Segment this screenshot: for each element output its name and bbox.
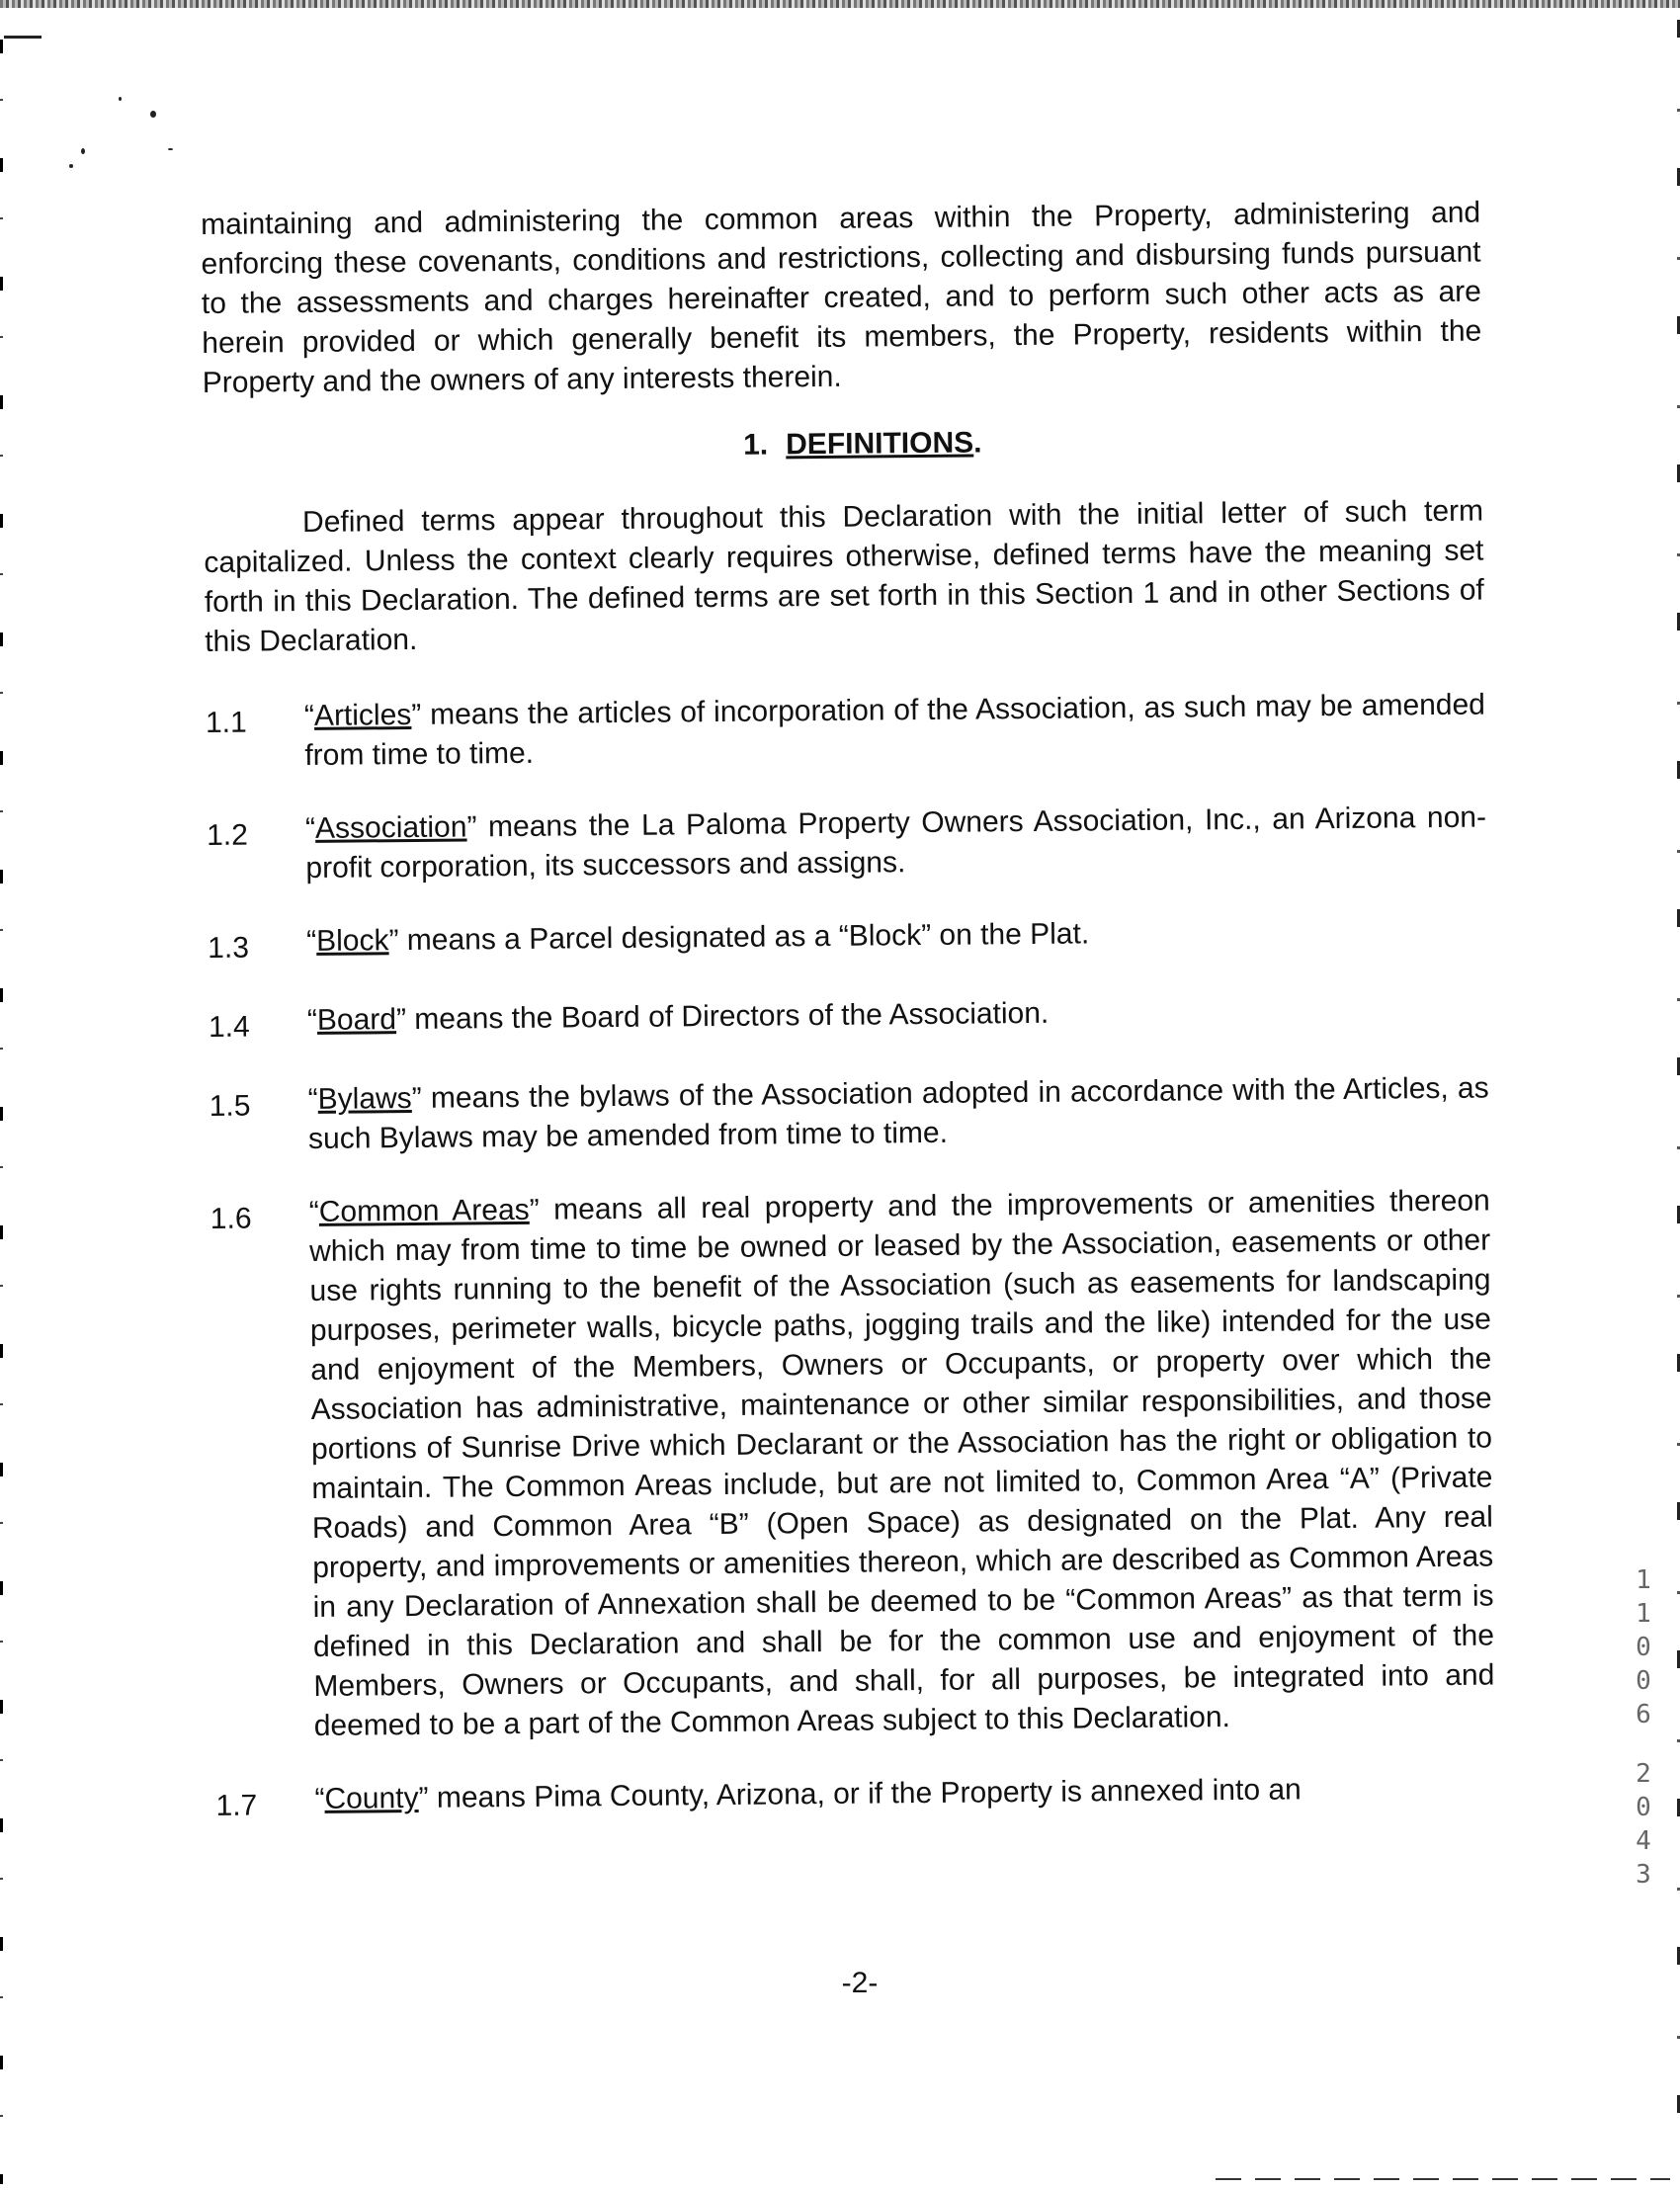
quote-close: ” bbox=[529, 1193, 540, 1226]
definition-item bbox=[215, 1768, 1495, 1825]
scan-speck bbox=[168, 148, 173, 150]
stamp-gap bbox=[1629, 1731, 1658, 1757]
definition-body: means the articles of incorporation of the Association, as such may be amended from time to time. bbox=[304, 688, 1486, 773]
quote-open: “ bbox=[314, 1782, 325, 1815]
definition-term: Block bbox=[315, 924, 389, 958]
quote-open: “ bbox=[306, 1003, 318, 1038]
quote-open: “ bbox=[304, 811, 316, 846]
stamp-digit: 0 bbox=[1636, 1633, 1651, 1662]
quote-close: ” bbox=[388, 924, 399, 958]
definition-body: means Pima County, Arizona, or if the Property is annexed into an bbox=[428, 1773, 1302, 1814]
quote-open: “ bbox=[307, 1082, 318, 1116]
definition-term: Common Areas bbox=[318, 1193, 530, 1228]
definition-item bbox=[210, 1069, 1490, 1160]
definition-number: 1.3 bbox=[208, 931, 250, 965]
definition-item bbox=[208, 911, 1487, 969]
definition-body: means the Board of Directors of the Association. bbox=[405, 996, 1050, 1037]
stamp-digit: 4 bbox=[1636, 1826, 1651, 1856]
quote-close: ” bbox=[418, 1781, 429, 1814]
quote-open: “ bbox=[305, 924, 317, 959]
document-body bbox=[201, 194, 1496, 1860]
definition-text bbox=[305, 799, 1487, 888]
scan-speck bbox=[119, 97, 122, 101]
section-heading bbox=[203, 419, 1482, 470]
definition-body: means the bylaws of the Association adopted in accordance with the Articles, as such Bylaws may be amended from time to time. bbox=[307, 1071, 1489, 1155]
stamp-digit: 3 bbox=[1636, 1860, 1651, 1890]
definition-number: 1.1 bbox=[205, 706, 247, 739]
definition-text bbox=[309, 1182, 1495, 1746]
definition-term: Bylaws bbox=[317, 1081, 412, 1116]
quote-open: “ bbox=[308, 1195, 319, 1228]
definition-text bbox=[304, 686, 1486, 776]
scan-edge-bottom bbox=[1216, 2178, 1670, 2180]
definition-number: 1.4 bbox=[208, 1010, 250, 1044]
section-title-period: . bbox=[973, 426, 982, 460]
definition-number: 1.2 bbox=[206, 818, 248, 852]
definition-term: Board bbox=[316, 1003, 397, 1037]
definition-body: means the La Paloma Property Owners Association, Inc., an Arizona non-profit corporation, its successors and assigns. bbox=[305, 801, 1487, 885]
definition-item bbox=[210, 1182, 1495, 1747]
quote-close: ” bbox=[395, 1003, 407, 1037]
quote-open: “ bbox=[303, 699, 315, 733]
quote-close: ” bbox=[411, 698, 422, 731]
definition-number: 1.5 bbox=[209, 1089, 251, 1123]
scan-speck bbox=[69, 164, 73, 168]
definition-term: County bbox=[324, 1781, 419, 1815]
definition-term: Association bbox=[314, 810, 467, 845]
scan-edge-left bbox=[0, 40, 3, 2184]
stamp-digit: 1 bbox=[1636, 1565, 1651, 1595]
definition-term: Articles bbox=[313, 698, 412, 732]
intro-paragraph: maintaining and administering the common areas within the Property, administering and enforcing these covenants, conditions and restrictions, collecting and disbursing funds pursuant to the assessments and charges hereinafter created, and to perform such other acts as are herein provided or which generally benefit its members, the Property, residents within the Property and the owners of any interests therein. bbox=[201, 196, 1482, 399]
definition-body: means all real property and the improvements or amenities thereon which may from time to time be owned or leased by the Association, easements or other use rights running to the benefit of the Association (such as easements for landscaping purposes, perimeter walls, bicycle paths, jogging trails and the like) intended for the use and enjoyment of the Members, Owners or Occupants, or property over which the Association has administrative, maintenance or other similar responsibilities, and those portions of Sunrise Drive which Declarant or the Association has the right or obligation to maintain. The Common Areas include, but are not limited to, Common Area “A” (Private Roads) and Common Area “B” (Open Space) as designated on the Plat. Any real property, and improvements or amenities thereon, which are described as Common Areas in any Declaration of Annexation shall be deemed to be “Common Areas” as that term is defined in this Declaration and shall be for the common use and enjoyment of the Members, Owners or Occupants, and shall, for all purposes, be integrated into and deemed to be a part of the Common Areas subject to this Declaration. bbox=[309, 1184, 1495, 1742]
definition-number: 1.7 bbox=[215, 1789, 258, 1822]
definition-text bbox=[307, 990, 1488, 1047]
stamp-digit: 2 bbox=[1636, 1759, 1651, 1789]
scan-speck bbox=[150, 111, 156, 118]
section-intro-paragraph: Defined terms appear throughout this Declaration with the initial letter of such term capitalized. Unless the context clearly requires otherwise, defined terms have the meaning set forth in this Declaration. The defined terms are set forth in this Section 1 and in other Sections of this Declaration. bbox=[204, 494, 1484, 658]
definition-text bbox=[308, 1069, 1490, 1159]
scan-edge-top bbox=[0, 0, 1680, 8]
definition-body: means a Parcel designated as a “Block” on the Plat. bbox=[398, 917, 1090, 958]
section-number: 1. bbox=[742, 428, 769, 462]
stamp-digit: 0 bbox=[1636, 1793, 1651, 1822]
section-title: DEFINITIONS bbox=[786, 426, 974, 462]
page-number: -2- bbox=[841, 1967, 879, 1999]
definition-number: 1.6 bbox=[210, 1202, 252, 1235]
scan-mark bbox=[4, 36, 42, 39]
scan-speck bbox=[81, 148, 85, 154]
stamp-digit: 1 bbox=[1636, 1599, 1651, 1629]
definition-item bbox=[209, 990, 1488, 1048]
stamp-digit: 6 bbox=[1636, 1700, 1651, 1729]
definition-text bbox=[314, 1768, 1495, 1824]
quote-close: ” bbox=[466, 810, 477, 844]
definition-item bbox=[206, 686, 1486, 777]
recording-stamp bbox=[1629, 1563, 1658, 1892]
stamp-digit: 0 bbox=[1636, 1666, 1651, 1696]
definition-item bbox=[207, 799, 1487, 889]
quote-close: ” bbox=[411, 1081, 422, 1115]
definition-text bbox=[306, 911, 1487, 968]
